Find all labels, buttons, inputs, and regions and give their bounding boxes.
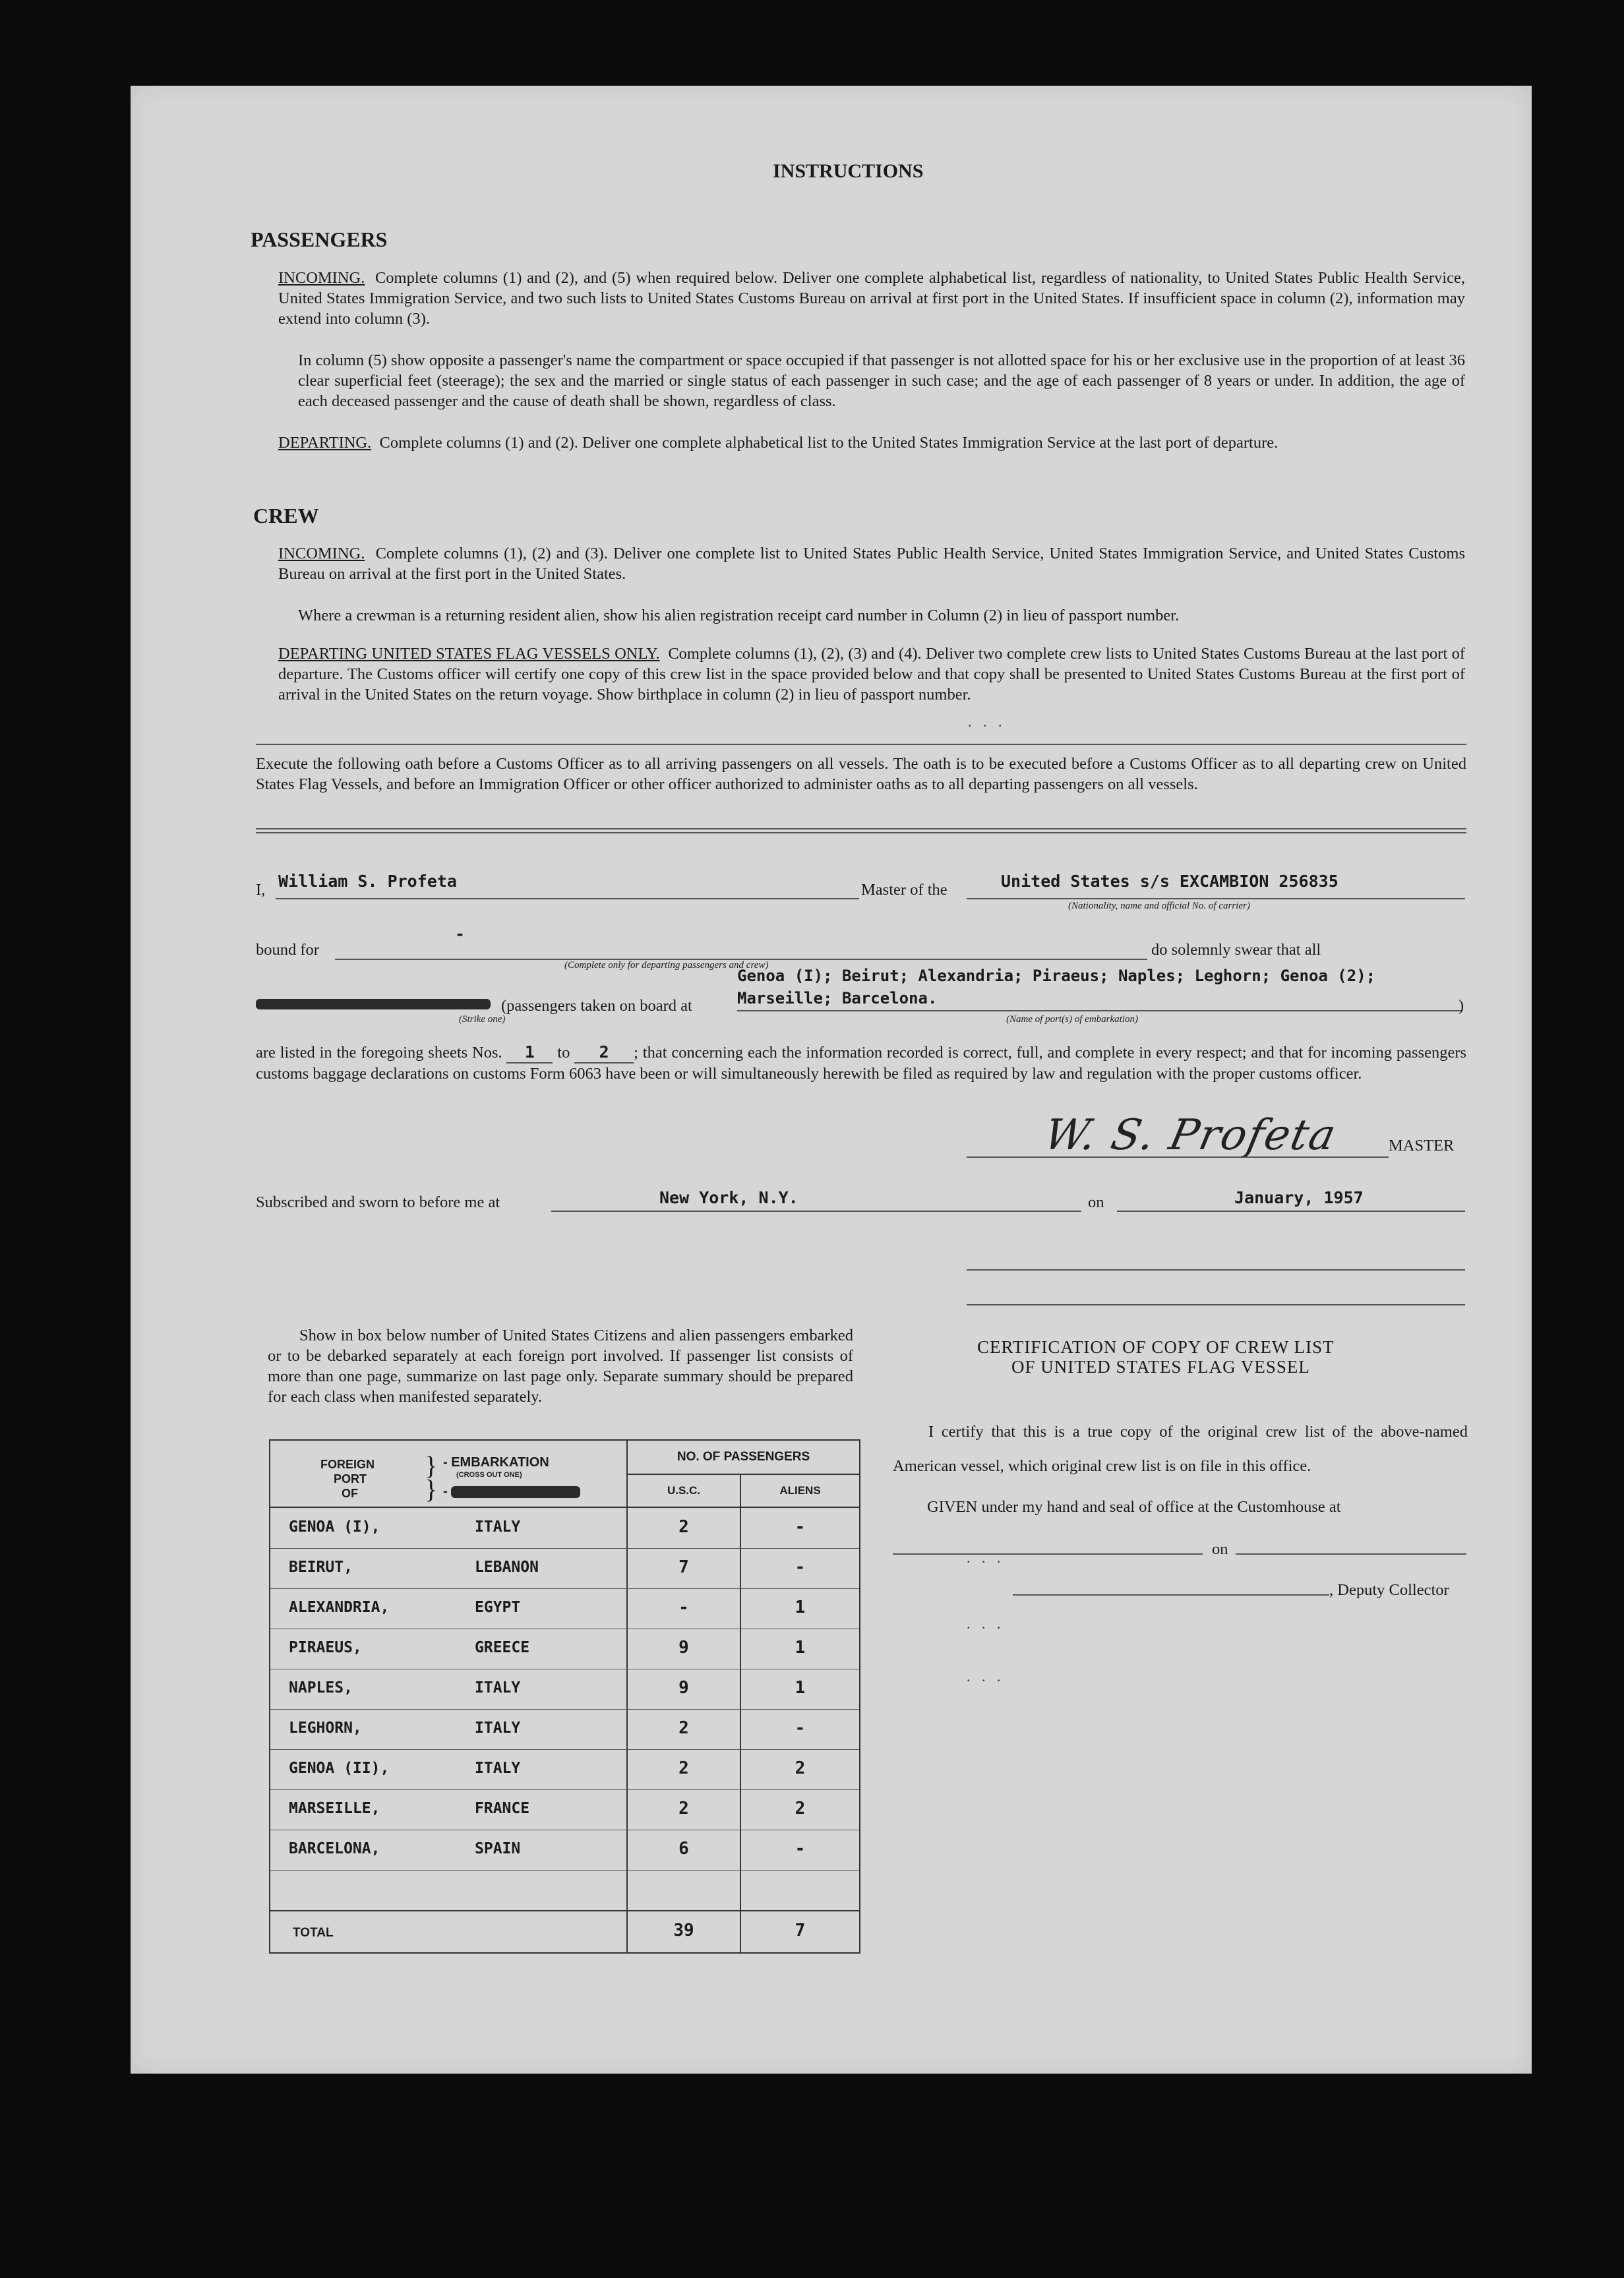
vessel-field: United States s/s EXCAMBION 256835: [1001, 872, 1338, 891]
decor-dots: . . .: [967, 1549, 1005, 1566]
crew-resident-paragraph: Where a crewman is a returning resident alien, show his alien registration receipt card number in Column (2) in lieu of passport number.: [298, 607, 1180, 624]
usc-cell: 7: [678, 1557, 689, 1577]
no-of-passengers-header: NO. OF PASSENGERS: [628, 1441, 859, 1475]
usc-cell: 2: [678, 1758, 689, 1778]
embarkation-label: - EMBARKATION: [443, 1455, 549, 1470]
divider-line: [256, 828, 1466, 829]
brace-icon: }: [425, 1474, 438, 1504]
ports-field-line2: Marseille; Barcelona.: [737, 989, 938, 1007]
place-field: New York, N.Y.: [659, 1188, 798, 1207]
decor-dots: . . .: [967, 1615, 1005, 1632]
country-cell: SPAIN: [475, 1840, 521, 1857]
aliens-cell: -: [795, 1557, 806, 1577]
vessel-caption: (Nationality, name and official No. of carrier): [1068, 901, 1250, 911]
aliens-cell: 2: [795, 1799, 806, 1818]
passengers-column5-paragraph: In column (5) show opposite a passenger's name the compartment or space occupied if that passenger is not allotted space for his or her exclusive use in the proportion of at least 36 clear superficial feet (steerage); the sex and the married or single status of each passenger in such case; and the age of each passenger of 8 years or under. In addition, the age of each deceased passenger and the cause of death shall be shown, regardless of class.: [298, 351, 1465, 410]
crew-heading: CREW: [253, 504, 319, 527]
aliens-cell: 1: [795, 1598, 806, 1617]
subscribed-label: Subscribed and sworn to before me at: [256, 1193, 500, 1211]
aliens-header: ALIENS: [741, 1475, 859, 1508]
country-cell: FRANCE: [475, 1800, 530, 1817]
page-title: INSTRUCTIONS: [773, 160, 924, 182]
oath-intro-paragraph: Execute the following oath before a Customs Officer as to all arriving passengers on all vessels. The oath is to be executed before a Customs Officer as to all departing crew on United States Flag Vessels, and before an Immigration Officer or other officer authorized to administer oaths as to all departing passengers on all vessels.: [256, 755, 1466, 793]
port-cell: BEIRUT,: [289, 1559, 353, 1576]
port-cell: LEGHORN,: [289, 1720, 362, 1737]
to-label: to: [557, 1044, 570, 1062]
certification-date-line: [1236, 1553, 1466, 1555]
crew-incoming-text: Complete columns (1), (2) and (3). Deliver one complete list to United States Public Health Service, United States Immigration Service, and United States Customs Bureau on arrival at the first port in the United States.: [278, 545, 1465, 583]
country-cell: LEBANON: [475, 1559, 539, 1576]
sheet-to: 2: [574, 1042, 634, 1064]
certification-title-2: OF UNITED STATES FLAG VESSEL: [1011, 1357, 1310, 1377]
col-of: OF: [342, 1487, 358, 1500]
passenger-summary-table: [269, 1439, 860, 1954]
aliens-cell: -: [795, 1517, 806, 1537]
col-port: PORT: [334, 1472, 367, 1485]
oath-i-label: I,: [256, 881, 266, 899]
country-cell: ITALY: [475, 1518, 521, 1536]
total-aliens-cell: 7: [795, 1921, 806, 1940]
close-paren: ): [1459, 997, 1464, 1015]
usc-cell: 9: [678, 1678, 689, 1698]
bound-for-caption: (Complete only for departing passengers and crew): [564, 960, 769, 971]
country-cell: ITALY: [475, 1760, 521, 1777]
passengers-heading: PASSENGERS: [251, 227, 388, 251]
ports-caption: (Name of port(s) of embarkation): [1006, 1014, 1138, 1025]
summary-header-port: [270, 1441, 628, 1508]
passengers-departing-paragraph: [278, 433, 1465, 453]
oath-rest-text: ; that concerning each the information recorded is correct, full, and complete in every respect; and that for incoming passengers customs baggage declarations on customs Form 6063 have been or will simultaneously herewith be filed as required by law and regulation with the proper customs officer.: [256, 1044, 1467, 1083]
cross-out-label: (CROSS OUT ONE): [456, 1471, 522, 1479]
aliens-cell: 1: [795, 1638, 806, 1658]
listed-label: are listed in the foregoing sheets Nos.: [256, 1044, 502, 1062]
master-name-line: [276, 898, 859, 899]
crew-incoming-label: INCOMING.: [278, 545, 365, 562]
debarkation-struck: -: [443, 1484, 580, 1499]
decor-dots: . . .: [968, 713, 1006, 730]
master-signature: W. S. Profeta: [1040, 1111, 1342, 1160]
passengers-incoming-label: INCOMING.: [278, 269, 365, 287]
table-row: [270, 1789, 859, 1830]
aliens-cell: 2: [795, 1758, 806, 1778]
blank-line: [967, 1304, 1465, 1305]
ports-field-line1: Genoa (I); Beirut; Alexandria; Piraeus; Naples; Leghorn; Genoa (2);: [737, 967, 1376, 985]
crew-departing-paragraph: [278, 644, 1465, 705]
divider-line: [256, 832, 1466, 833]
certification-title-1: CERTIFICATION OF COPY OF CREW LIST: [977, 1337, 1335, 1357]
table-row: [270, 1508, 859, 1549]
port-cell: NAPLES,: [289, 1679, 353, 1696]
swear-label: do solemnly swear that all: [1151, 941, 1321, 959]
struck-out-text: [256, 999, 491, 1013]
aliens-cell: 1: [795, 1678, 806, 1698]
signature-line: [967, 1156, 1389, 1158]
port-cell: MARSEILLE,: [289, 1800, 380, 1817]
aliens-cell: -: [795, 1839, 806, 1859]
country-cell: GREECE: [475, 1639, 530, 1656]
total-row: [270, 1911, 859, 1951]
master-of-label: Master of the: [861, 881, 947, 899]
usc-header: U.S.C.: [628, 1475, 740, 1508]
col-foreign: FOREIGN: [320, 1458, 375, 1471]
country-cell: ITALY: [475, 1679, 521, 1696]
certification-text: I certify that this is a true copy of the original crew list of the above-named American vessel, which original crew list is on file in this office.: [893, 1423, 1468, 1475]
summary-instructions: Show in box below number of United States Citizens and alien passengers embarked or to be debarked separately at each foreign port involved. If passenger list consists of more than one page, summarize on last page only. Separate summary should be prepared for each class when manifested separately.: [268, 1327, 853, 1406]
bound-for-label: bound for: [256, 941, 319, 959]
port-cell: GENOA (I),: [289, 1518, 380, 1536]
total-usc-cell: 39: [673, 1921, 694, 1940]
crew-departing-label: DEPARTING UNITED STATES FLAG VESSELS ONLY.: [278, 645, 660, 663]
divider-line: [256, 744, 1466, 745]
usc-cell: 2: [678, 1517, 689, 1537]
crew-incoming-paragraph: [278, 543, 1465, 584]
passengers-departing-text: Complete columns (1) and (2). Deliver one complete alphabetical list to the United States Immigration Service at the last port of departure.: [379, 434, 1278, 452]
usc-cell: 9: [678, 1638, 689, 1658]
country-cell: EGYPT: [475, 1599, 521, 1616]
usc-cell: 6: [678, 1839, 689, 1859]
usc-cell: -: [678, 1598, 689, 1617]
passengers-incoming-paragraph: [278, 268, 1465, 329]
port-cell: BARCELONA,: [289, 1840, 380, 1857]
passengers-incoming-text: Complete columns (1) and (2), and (5) when required below. Deliver one complete alphabetical list, regardless of nationality, to United States Public Health Service, United States Immigration Service, and two such lists to United States Customs Bureau on arrival at first port in the United States. If insufficient space in column (2), information may extend into column (3).: [278, 269, 1466, 328]
ports-line: [737, 1010, 1462, 1011]
usc-cell: 2: [678, 1799, 689, 1818]
deputy-collector-label: , Deputy Collector: [1329, 1581, 1449, 1599]
country-cell: ITALY: [475, 1720, 521, 1737]
taken-on-board-label: (passengers taken on board at: [501, 997, 692, 1015]
given-text: GIVEN under my hand and seal of office at the Customhouse at: [927, 1498, 1341, 1516]
table-row: [270, 1629, 859, 1669]
decor-dots: . . .: [967, 1668, 1005, 1685]
table-row: [270, 1588, 859, 1629]
date-line: [1117, 1211, 1465, 1212]
port-cell: PIRAEUS,: [289, 1639, 362, 1656]
place-line: [551, 1211, 1081, 1212]
table-row: [270, 1709, 859, 1750]
oath-listed-paragraph: [256, 1042, 1466, 1084]
usc-cell: 2: [678, 1718, 689, 1738]
certification-on-label: on: [1212, 1540, 1228, 1558]
strike-caption: (Strike one): [459, 1014, 506, 1025]
crew-departing-text: Complete columns (1), (2), (3) and (4). Deliver two complete crew lists to United States Customs Bureau at the last port of departure. The Customs officer will certify one copy of this crew list in the space provided below and that copy shall be presented to United States Customs Bureau at the first port of arrival in the United States on the return voyage. Show birthplace in column (2) in lieu of passport number.: [278, 645, 1465, 704]
customhouse-line: [893, 1553, 1203, 1555]
table-row: [270, 1830, 859, 1871]
port-cell: GENOA (II),: [289, 1760, 390, 1777]
date-field: January, 1957: [1234, 1188, 1364, 1207]
table-row: [270, 1749, 859, 1790]
total-label: TOTAL: [293, 1926, 334, 1940]
blank-line: [967, 1269, 1465, 1271]
brace-icon: }: [425, 1451, 438, 1480]
table-row: [270, 1669, 859, 1710]
bound-for-field: -: [455, 924, 466, 944]
table-row: [270, 1870, 859, 1911]
sheet-from: 1: [506, 1042, 553, 1064]
table-row: [270, 1548, 859, 1589]
deputy-line: [1013, 1594, 1329, 1596]
aliens-cell: -: [795, 1718, 806, 1738]
passengers-departing-label: DEPARTING.: [278, 434, 372, 452]
on-label: on: [1088, 1193, 1104, 1211]
port-cell: ALEXANDRIA,: [289, 1599, 390, 1616]
master-name-field: William S. Profeta: [278, 872, 457, 891]
master-label: MASTER: [1389, 1137, 1455, 1154]
vessel-line: [967, 898, 1465, 899]
